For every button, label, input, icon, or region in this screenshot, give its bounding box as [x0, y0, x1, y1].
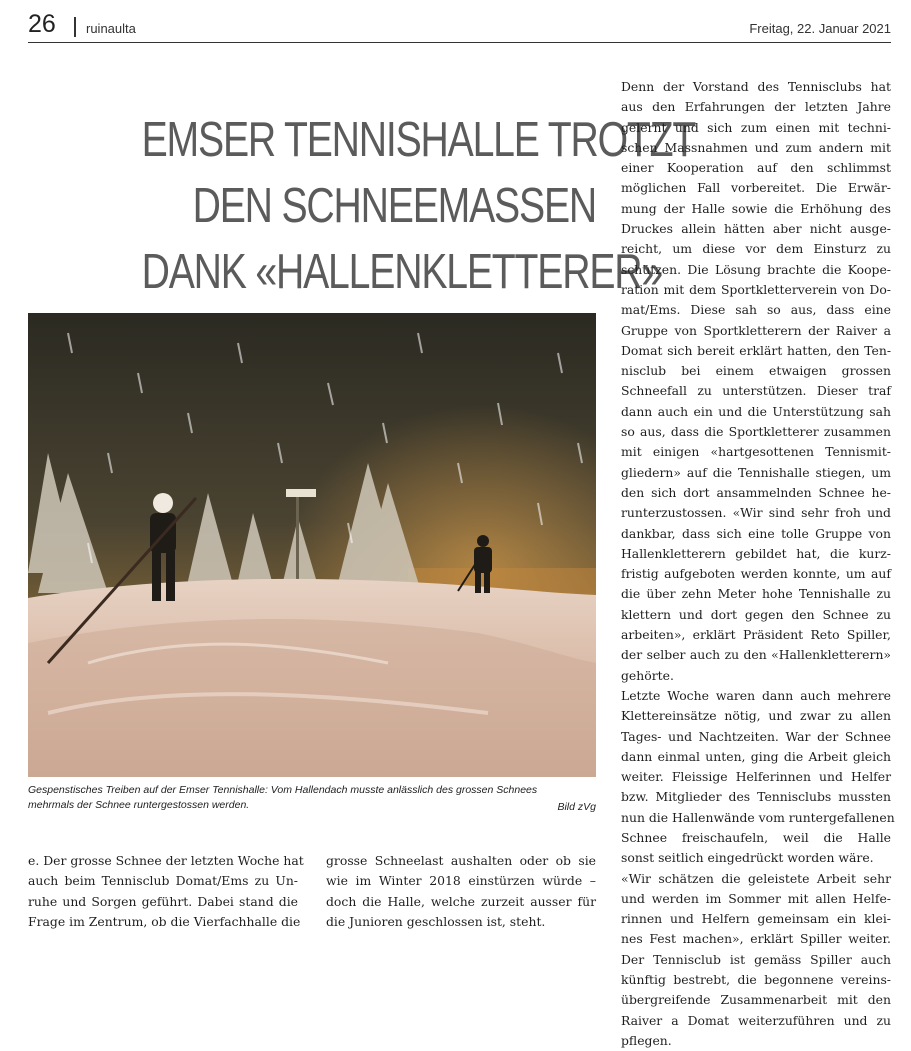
text-line: Letzte Woche waren dann auch mehrere [621, 687, 891, 703]
text-line: nisclub bei einem etwaigen grossen [621, 363, 891, 379]
text-line: mung der Halle sowie die Erhöhung des [621, 200, 891, 216]
text-line: die über zehn Meter hohe Tennishalle zu [621, 586, 891, 602]
body-column-left [28, 851, 304, 932]
text-line: klettern und dort gegen den Schnee zu [621, 606, 891, 622]
text-line: ration mit dem Sportkletterverein von Do- [621, 281, 891, 297]
text-line: fristig aufgeboten werden konnte, um auf [621, 566, 891, 582]
text-line: nun die Hallenwände vom runtergefallenen [621, 809, 895, 825]
text-line: übergreifende Zusammenarbeit mit den [621, 992, 891, 1008]
text-line: wie im Winter 2018 einstürzen würde – [326, 873, 596, 889]
photo-credit: Bild zVg [557, 801, 596, 813]
text-line: Gruppe von Sportkletterern der Raiver a [621, 322, 891, 338]
body-column-right [621, 77, 895, 1051]
text-line: arbeiten», erklärt Präsident Reto Spiller, [621, 627, 891, 643]
text-line: bzw. Mitglieder des Tennisclubs mussten [621, 789, 891, 805]
text-line: Raiver a Domat weiterzuführen und zu [621, 1012, 891, 1028]
text-line: aus den Erfahrungen der letzten Jahre [621, 99, 891, 115]
article-headline [141, 107, 696, 305]
header-rule [28, 42, 891, 43]
text-line: dann auch ein und die Unterstützung sah [621, 403, 891, 419]
night-snow-photo-icon [28, 313, 596, 777]
paragraph-3 [621, 869, 891, 1051]
caption-line-2: mehrmals der Schnee runtergestossen werden. [28, 799, 250, 811]
text-line: dann einmal unten, ging die Arbeit gleich [621, 748, 891, 764]
text-line: die Junioren geschlossen ist, steht. [326, 913, 546, 929]
text-line: schützen. Die Lösung brachte die Koope- [621, 261, 891, 277]
text-line: dankbar, dass sich eine tolle Gruppe von [621, 525, 891, 541]
paragraph-2 [621, 686, 895, 869]
text-line: Schnee freischaufeln, weil die Halle [621, 829, 891, 845]
text-line: Druckes allein hätten aber nicht ausge- [621, 221, 891, 237]
text-line: rinnen und Helfern gemeinsam ein klei- [621, 911, 891, 927]
text-line: gehörte. [621, 667, 674, 683]
headline-line-3: DANK «HALLENKLETTERER» [141, 244, 663, 299]
text-line: der selber auch zu den «Hallenkletterern» [621, 647, 891, 663]
headline-line-2: DEN SCHNEEMASSEN [192, 178, 596, 233]
text-line: Hallenkletterern gebildet hat, die kurz- [621, 545, 891, 561]
text-line: Tages- und Nachtzeiten. War der Schnee [621, 728, 891, 744]
text-line: doch die Halle, welche zurzeit ausser für [326, 893, 596, 909]
text-line: weiter. Fleissige Helferinnen und Helfer [621, 769, 891, 785]
header-separator [74, 17, 76, 37]
text-line: einer Kooperation auf den schlimmst [621, 160, 891, 176]
text-line: reicht, um diese vor dem Einsturz zu [621, 241, 891, 257]
text-line: so aus, dass die Sportkletterer zusammen [621, 424, 891, 440]
text-line: mit einigen «hartgesottenen Tennismit- [621, 444, 891, 460]
text-line: «Wir schätzen die geleistete Arbeit sehr [621, 870, 891, 886]
photo-caption [28, 783, 596, 813]
text-line: mat/Ems. Diese sah so aus, dass eine [621, 302, 891, 318]
headline-line-1: EMSER TENNISHALLE TROTZT [141, 112, 696, 167]
text-line: pflegen. [621, 1032, 672, 1048]
body-column-middle [326, 851, 596, 932]
text-line: Schneefall zu unterstützen. Dieser traf [621, 383, 891, 399]
text-line: auch beim Tennisclub Domat/Ems zu Un- [28, 873, 298, 889]
text-line: und werden im Sommer mit allen Helfe- [621, 890, 891, 906]
caption-line-1: Gespenstisches Treiben auf der Emser Tennishalle: Vom Hallendach musste anlässlich des grossen Schnees [28, 784, 538, 796]
text-line: möglichen Fall vorbereitet. Die Erwär- [621, 180, 891, 196]
publication-name: ruinaulta [86, 21, 136, 36]
paragraph-1 [621, 77, 891, 686]
text-line: schen Massnahmen und zum andern mit [621, 139, 891, 155]
text-line: gelernt und sich zum einen mit techni- [621, 119, 891, 135]
article-photo [28, 313, 596, 777]
text-line: Klettereinsätze nötig, und zwar zu allen [621, 708, 891, 724]
issue-date: Freitag, 22. Januar 2021 [749, 21, 891, 36]
text-line: gliedern» auf die Tennishalle stiegen, um [621, 464, 891, 480]
text-line: künftig bestrebt, die begonnene vereins- [621, 972, 891, 988]
page-number: 26 [28, 10, 56, 38]
text-line: Frage im Zentrum, ob die Vierfachhalle die [28, 913, 301, 929]
text-line: nes Fest machen», erklärt Spiller weiter. [621, 931, 891, 947]
text-line: Der Tennisclub ist gemäss Spiller auch [621, 951, 891, 967]
text-line: ruhe und Sorgen geführt. Dabei stand die [28, 893, 298, 909]
text-line: Domat sich bereit erklärt hatten, den Ten- [621, 342, 891, 358]
text-line: grosse Schneelast aushalten oder ob sie [326, 853, 596, 868]
text-line: e. Der grosse Schnee der letzten Woche hat [28, 853, 304, 868]
text-line: runterzustossen. «Wir sind sehr froh und [621, 505, 891, 521]
page-header [28, 6, 891, 42]
text-line: den sich dort ansammelnden Schnee he- [621, 484, 891, 500]
text-line: sonst seitlich eingedrückt worden wäre. [621, 850, 874, 866]
text-line: Denn der Vorstand des Tennisclubs hat [621, 79, 891, 94]
